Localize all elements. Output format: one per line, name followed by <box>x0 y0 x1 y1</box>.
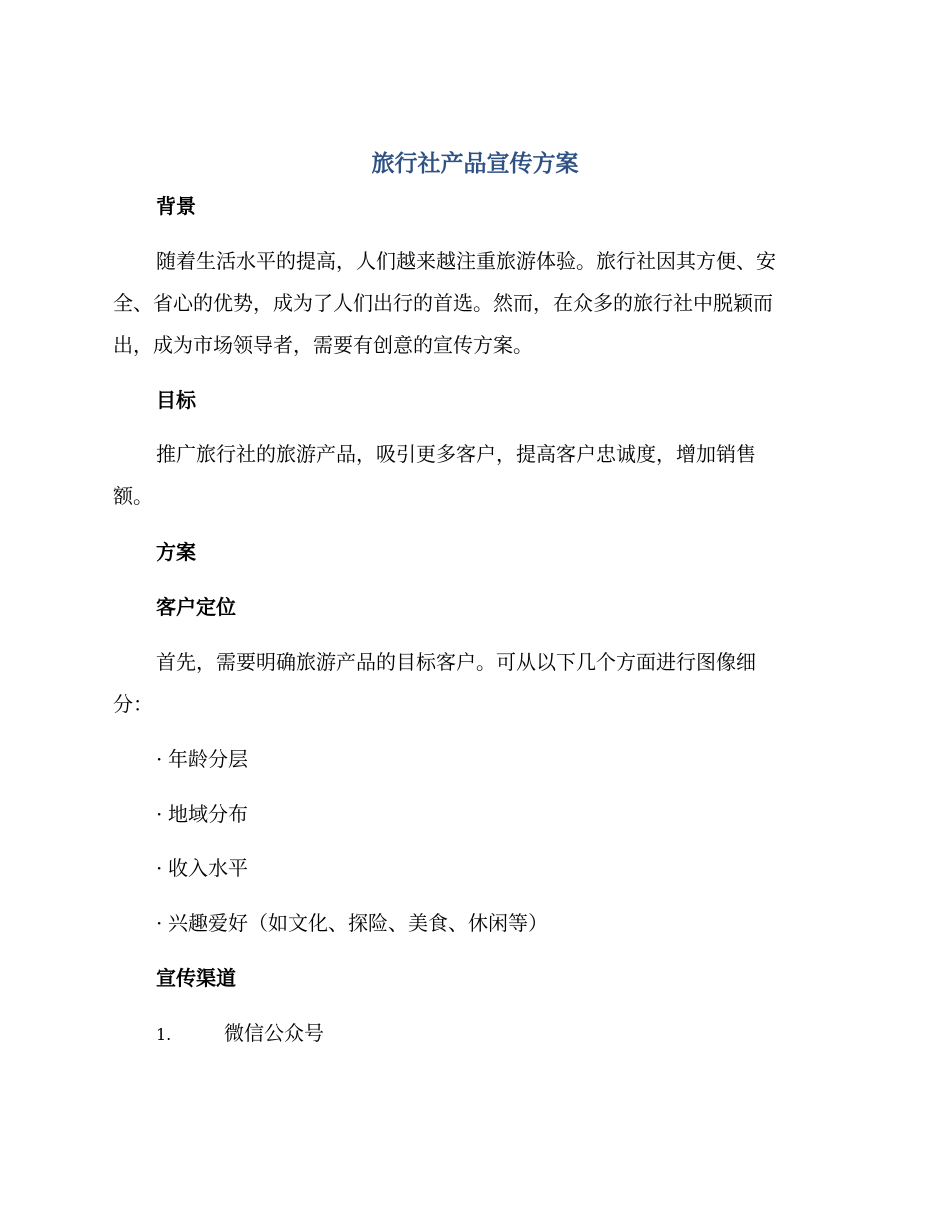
bullet-item <box>156 853 248 883</box>
numbered-item <box>156 1018 324 1050</box>
heading-background: 背景 <box>156 194 196 218</box>
item-text: 微信公众号 <box>224 1021 324 1045</box>
item-number: 1. <box>156 1025 172 1044</box>
bullet-item <box>156 799 248 829</box>
bullet-text: 兴趣爱好（如文化、探险、美食、休闲等） <box>168 911 548 935</box>
heading-customer-positioning: 客户定位 <box>156 595 236 619</box>
bullet-symbol: · <box>156 856 163 880</box>
bullet-text: 地域分布 <box>168 802 248 826</box>
document-title: 旅行社产品宣传方案 <box>371 151 579 177</box>
bullet-text: 年龄分层 <box>168 747 248 771</box>
paragraph-customer-line-2: 分： <box>113 692 153 716</box>
paragraph-background-line-3: 出，成为市场领导者，需要有创意的宣传方案。 <box>113 333 533 357</box>
bullet-symbol: · <box>156 747 163 771</box>
bullet-item <box>156 908 548 938</box>
paragraph-goal-line-1: 推广旅行社的旅游产品，吸引更多客户，提高客户忠诚度，增加销售 <box>156 442 756 466</box>
paragraph-background-line-1: 随着生活水平的提高，人们越来越注重旅游体验。旅行社因其方便、安 <box>156 249 776 273</box>
bullet-text: 收入水平 <box>168 856 248 880</box>
heading-promotion-channels: 宣传渠道 <box>156 966 236 990</box>
paragraph-customer-line-1: 首先，需要明确旅游产品的目标客户。可从以下几个方面进行图像细 <box>156 650 756 674</box>
heading-plan: 方案 <box>156 540 196 564</box>
heading-goal: 目标 <box>156 388 196 412</box>
bullet-symbol: · <box>156 802 163 826</box>
paragraph-background-line-2: 全、省心的优势，成为了人们出行的首选。然而，在众多的旅行社中脱颖而 <box>113 291 773 315</box>
bullet-item <box>156 744 248 774</box>
bullet-symbol: · <box>156 911 163 935</box>
paragraph-goal-line-2: 额。 <box>113 484 153 508</box>
